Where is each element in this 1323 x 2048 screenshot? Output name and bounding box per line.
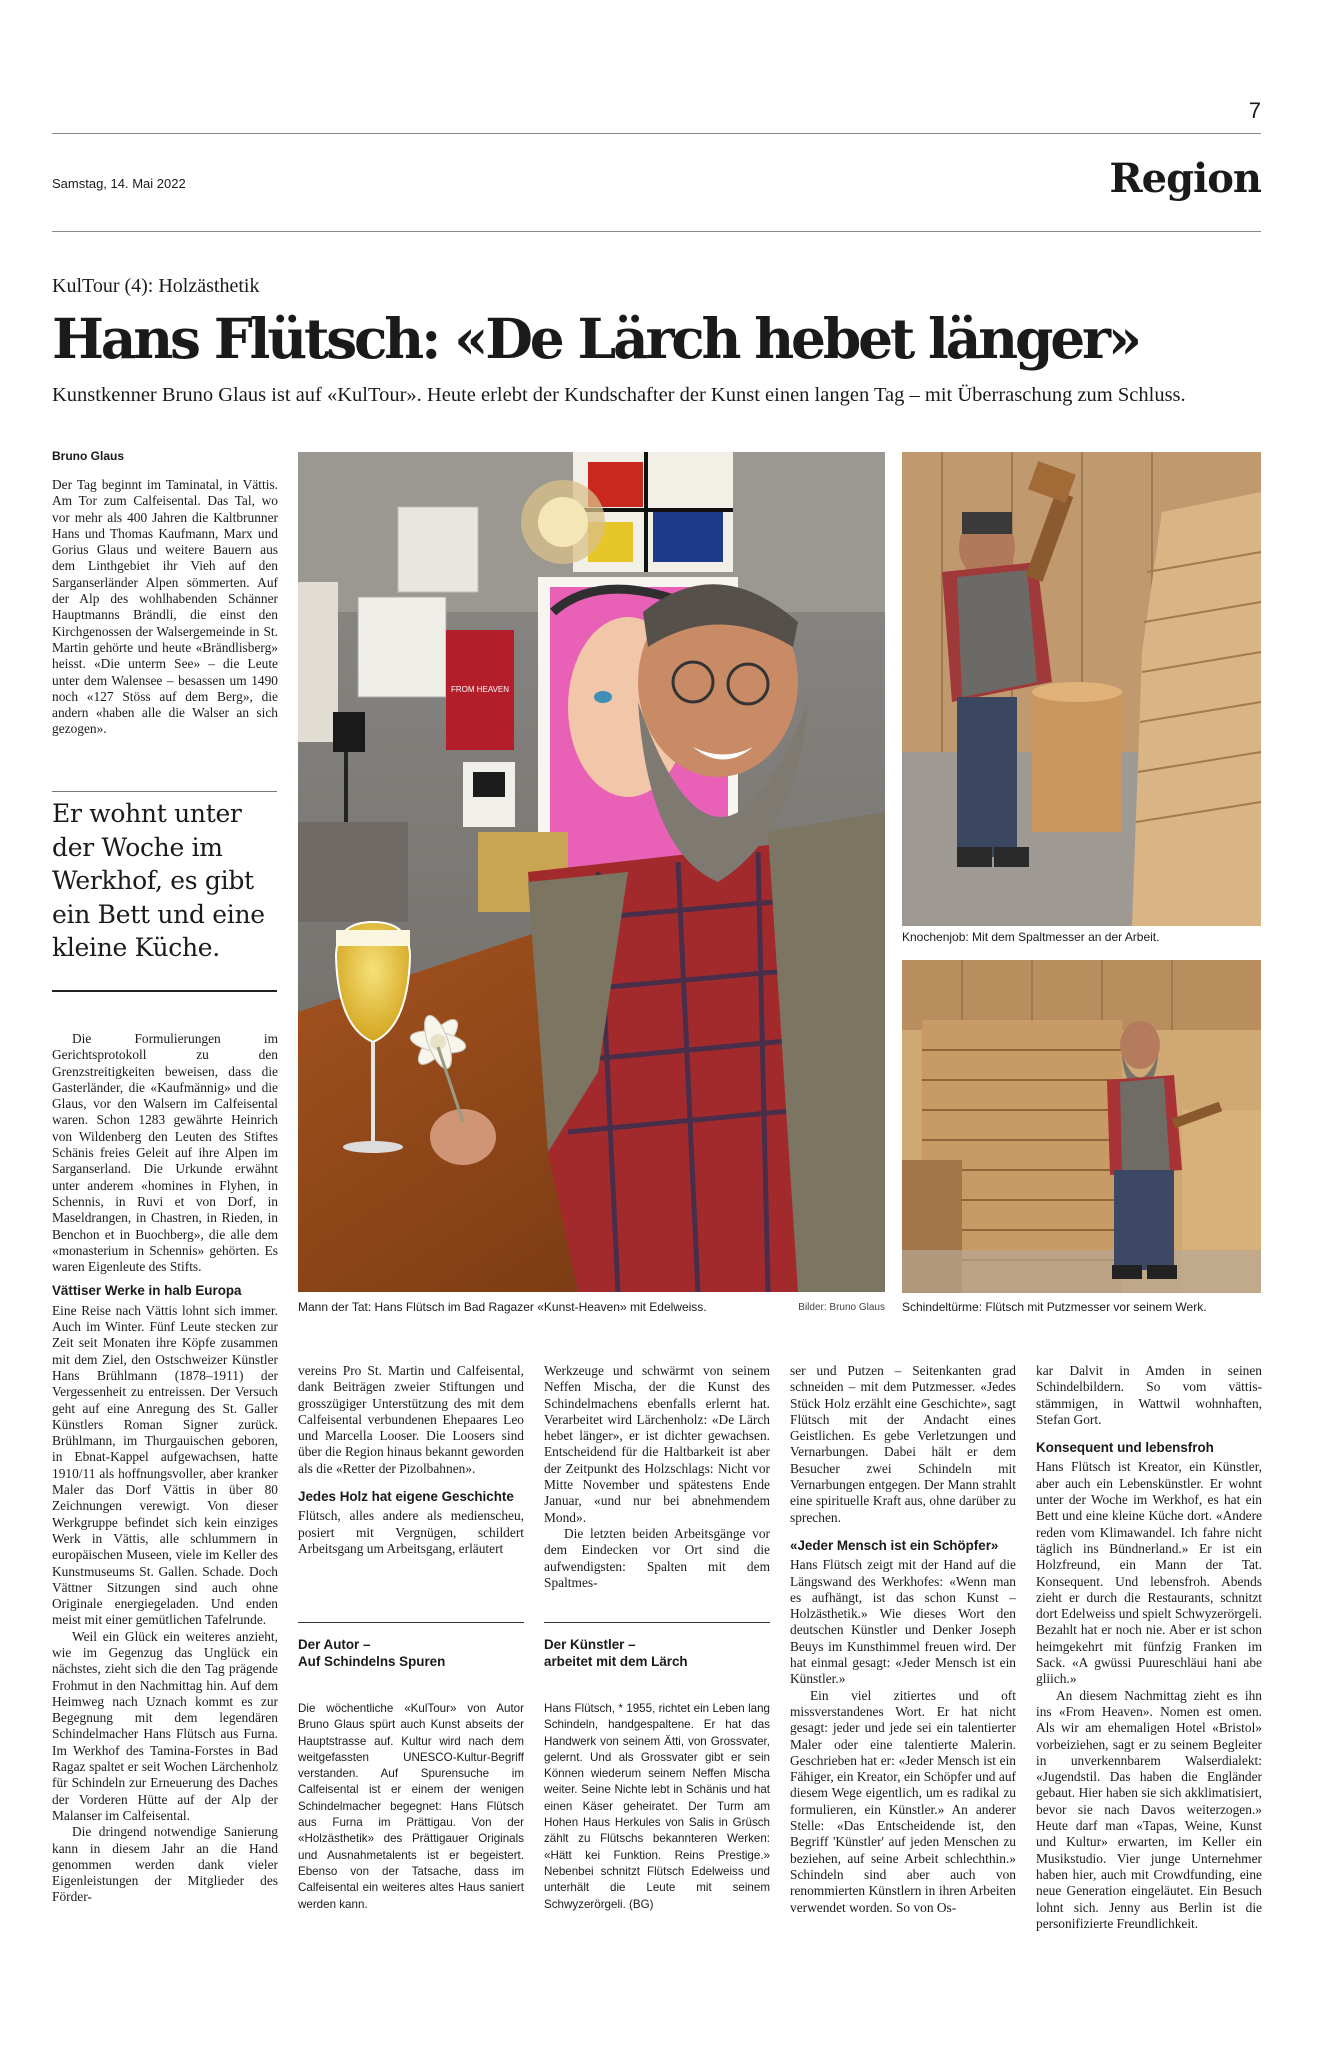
body-paragraph: Ein viel zitiertes und oft missverstandenes Wort. Er hat nicht gesagt: jeder und jede sei ein talentierter Maler oder eine talentierte Malerin. Geschrieben hat er: «Jeder Mensch ist ein Fähiger, ein Kreator, ein Schöpfer und auf diesem Wege eigentlich, um es radikal zu formulieren, ein Künstler.» An anderer Stelle: «Das Entscheidende ist, den Begriff 'Künstler' auf jeden Menschen zu beziehen, auf seine Arbeit schlechthin.» Schindeln sind aber auch von renommierten Künstlern in ihren Arbeiten verwendet worden. So von Os- (790, 1687, 1016, 1915)
poster-text: FROM HEAVEN (450, 685, 510, 694)
article-lead: Kunstkenner Bruno Glaus ist auf «KulTour». Heute erlebt der Kundschafter der Kunst einen langen Tag – mit Überraschung zum Schluss. (52, 384, 1186, 406)
body-column-4 (790, 1363, 1016, 1916)
body-paragraph: Die letzten beiden Arbeitsgänge vor dem Eindecken vor Ort sind die aufwendigsten: Spalten mit dem Spaltmes- (544, 1525, 770, 1590)
body-paragraph: Eine Reise nach Vättis lohnt sich immer. Auch im Winter. Fünf Leute stecken zur Zeit seit Monaten ihre Köpfe zusammen mit dem Ziel, den Ostschweizer Künstler Hans Brühlmann (1878–1911) der Vergessenheit zu entreissen. Der Versuch geht auf eine Anregung des St. Galler Künstlers Roman Signer zurück. Brühlmann, im Thurgauischen geboren, in Ebnat-Kappel aufgewachsen, hatte 1910/11 als hoffnungsvoller, aber kranker Maler das Dorf Vättis in über 80 Zeichnungen verewigt. Von dieser Werkgruppe befindet sich kein einziges Werk in Vättis, alle schlummern in europäischen Museen, viele im Keller des Kunstmuseums St. Gallen. Schade. Doch Vättner Sitzungen sind auch ohne Originale energiegeladen. Und enden meist mit einer gemütlichen Tafelrunde. (52, 1302, 278, 1628)
body-paragraph: ser und Putzen – Seitenkanten grad schneiden – mit dem Putzmesser. «Jedes Stück Holz erzählt eine Geschichte», sagt Flütsch mit der Andacht eines Geistlichen. Es gebe Verletzungen und Vernarbungen. Dabei hält er dem Besucher zwei Schindeln mit Vernarbungen entgegen. Der Mann strahlt eine spirituelle Kraft aus, ohne darüber zu sprechen. (790, 1363, 1016, 1525)
intro-column (52, 477, 278, 738)
body-paragraph: Die Formulierungen im Gerichtsprotokoll zu den Grenzstreitigkeiten beweisen, dass die Gasterländer, die «Kaufmännig» und die Glaus, vor den Walsern im Calfeisental waren. Schon 1283 gewährte Heinrich von Wildenberg den Leuten des Stiftes Schänis freies Geleit auf ihre Alpen im Sarganserland. Die Urkunde erwähnt unter anderem «homines in Flyhen, in Schennis, in Ruvi et von Dorf, in Maseldrangen, in Chastren, in Rieden, in Benchon et in Buochberg», die alle dem «monasterium in Schennis» gehörten. Es waren Eigenleute des Stifts. (52, 1031, 278, 1275)
author-box-text: Die wöchentliche «KulTour» von Autor Bruno Glaus spürt auch Kunst abseits der Hauptstrasse auf. Kultur wird nach dem weitgefassten UNESCO-Kultur-Begriff verstanden. Auf Spurensuche im Calfeisental ist er einem der wenigen Schindelmacher begegnet: Hans Flütsch aus Furna im Prättigau. Von der «Holzästhetik» des Prättigauer Originals und Ausnahmetalents ist er begeistert. Ebenso von der Tatsache, dass im Calfeisental ein weiteres altes Haus saniert werden kann. (298, 1702, 524, 1911)
body-paragraph: Die dringend notwendige Sanierung kann in diesem Jahr an die Hand genommen werden dank vieler Eigenleistungen der Mitglieder des Förder- (52, 1824, 278, 1905)
author-box-rule (298, 1622, 524, 1623)
header-rule-bottom (52, 231, 1261, 232)
photo-schindeltuerme (902, 960, 1261, 1293)
body-paragraph: kar Dalvit in Amden in seinen Schindelbildern. So vom vättis-stämmigen, in Wattwil wohnhaften, Stefan Gort. (1036, 1363, 1262, 1427)
body-paragraph: Weil ein Glück ein weiteres anzieht, wie im Gegenzug das Unglück ein nächstes, zieht sich die den Tag prägende Frohmut in den Nachmittag hin. Auf dem Heimweg nach Uznach kommt es zur Begegnung mit dem legendären Schindelmacher Hans Flütsch aus Furna. Im Werkhof des Tamina-Forstes in Bad Ragaz spaltet er seit Wochen Lärchenholz für Schindeln zur Erneuerung des Daches der Vorderen Hütte auf der Alp der Malanser im Calfeisental. (52, 1628, 278, 1823)
caption-main-photo: Mann der Tat: Hans Flütsch im Bad Ragazer «Kunst-Heaven» mit Edelweiss. (298, 1300, 707, 1314)
photo-spaltmesser-work (902, 452, 1261, 926)
author-box-title: Der Autor – Auf Schindelns Spuren (298, 1637, 446, 1669)
body-paragraph: An diesem Nachmittag zieht es ihn ins «From Heaven». Nomen est omen. Als wir am ehemaligen Hotel «Bristol» vorbeiziehen, sagt er zu seinem Begleiter in unverkennbarem Walserdialekt: «Jugendstil. Das haben die Engländer gebaut. Hier haben sie sich akklimatisiert, bevor sie nach Davos weiterzogen.» Heute darf man «Tapas, Weine, Kunst und Kultur» erwarten, im Keller ein Musikstudio. Vier junge Unternehmer haben hier, auch mit Crowdfunding, eine neue Generation eingeläutet. Ein Besuch lohnt sich. Jenny aus Berlin ist die personifizierte Freundlichkeit. (1036, 1687, 1262, 1931)
artist-box-rule (544, 1622, 770, 1623)
subheading: «Jeder Mensch ist ein Schöpfer» (790, 1537, 999, 1553)
subheading: Konsequent und lebensfroh (1036, 1440, 1214, 1456)
caption-bottom-right: Schindeltürme: Flütsch mit Putzmesser vor seinem Werk. (902, 1300, 1207, 1314)
intro-paragraph: Der Tag beginnt im Taminatal, in Vättis. Am Tor zum Calfeisental. Das Tal, wo vor mehr als 400 Jahren die Kaltbrunner Hans und Thomas Kaufmann, Marx und Gorius Glaus und weitere Bauern aus dem Linthgebiet ihr Vieh auf den Sarganserländer Alpen sömmerten. Auf der Alp des wohlhabenden Schänner Hauptmanns Brändli, die einst den Kirchgenossen der Walsergemeinde in St. Martin gehörte und heute «Brändlisberg» heisst. «Die unterm See» – die Leute unter dem Walensee – besassen um 1490 noch «127 Stöss auf dem Berg», die andern «haben alle die Walser an sich gezogen». (52, 477, 278, 737)
body-paragraph: Hans Flütsch zeigt mit der Hand auf die Längswand des Werkhofes: «Wenn man es aufhängt, ist das schon Kunst – Holzästhetik.» Wie dieses Wort den deutschen Künstler und Denker Joseph Beuys im Kunsthimmel freuen wird. Der hat einmal gesagt: «Jeder Mensch ist ein Künstler.» (790, 1557, 1016, 1687)
body-paragraph: Werkzeuge und schwärmt von seinem Neffen Mischa, der die Kunst des Schindelmachens ebenfalls erlernt hat. Verarbeitet wird Lärchenholz: «De Lärch hebet länger», er ist dichter gewachsen. Entscheidend für die Haltbarkeit ist aber der Zeitpunkt des Holzschlags: Nicht vor Mitte November und spätestens Ende Januar, «und nur bei abnehmendem Mond». (544, 1363, 770, 1525)
article-kicker: KulTour (4): Holzästhetik (52, 275, 260, 297)
page-number: 7 (1248, 98, 1261, 123)
header-rule-top (52, 133, 1261, 134)
body-paragraph: Hans Flütsch ist Kreator, ein Künstler, aber auch ein Lebenskünstler. Er wohnt unter der Woche im Werkhof, es hat ein Bett und eine kleine Küche dort. «Andere reden vom Klimawandel. Ich fahre nicht täglich ins Bündnerland.» Er ist ein Holzfreund, ein Mann der Tat. Konsequent. Und lebensfroh. Abends zieht er durch die Restaurants, schnitzt dort Edelweiss und spielt Schwyzerörgeli. Bezahlt hat er noch nie. Aber er ist schon heimgekehrt mit fünfzig Franken im Sack. «A gwüssi Puureschläui hani abe gliich.» (1036, 1459, 1262, 1687)
pullquote-rule-bottom (52, 990, 277, 992)
caption-top-right: Knochenjob: Mit dem Spaltmesser an der Arbeit. (902, 930, 1160, 944)
article-headline: Hans Flütsch: «De Lärch hebet länger» (52, 306, 1139, 371)
body-column-5 (1036, 1363, 1262, 1932)
pull-quote: Er wohnt unter der Woche im Werkhof, es gibt ein Bett und eine kleine Küche. (52, 799, 265, 962)
author-byline: Bruno Glaus (52, 449, 125, 463)
body-paragraph: vereins Pro St. Martin und Calfeisental, dank Beiträgen zweier Stiftungen und grosszügiger Unterstützung des mit dem Calfeisental verbundenen Ehepaares Leo und Marcella Looser. Die Loosers sind über die Region hinaus bekannt geworden als die «Retter der Pizolbahnen». (298, 1363, 524, 1476)
section-title: Region (1109, 155, 1261, 202)
main-photo-flutsch-cafe (298, 452, 885, 1292)
artist-box-text: Hans Flütsch, * 1955, richtet ein Leben lang Schindeln, handgespaltene. Er hat das Handwerk von seinem Ätti, von Grossvater, gelernt. Und als Grossvater gibt er sein Können wiederum seinem Neffen Mischa weiter. Seine Nichte lebt in Schänis und hat einen Käser geheiratet. Der Turm am Hohen Haus Herkules von Salis in Grüsch zählt zu Flütschs bekannteren Werken: «Hätt kei Funktion. Reins Prestige.» Nebenbei schnitzt Flütsch Edelweiss und unterhält die Leute mit seinem Schwyzerörgeli. (BG) (544, 1702, 770, 1911)
issue-date: Samstag, 14. Mai 2022 (52, 176, 186, 191)
artist-box-title: Der Künstler – arbeitet mit dem Lärch (544, 1637, 688, 1669)
body-column-2 (298, 1363, 524, 1557)
body-column-1 (52, 1031, 278, 1906)
photo-credit: Bilder: Bruno Glaus (798, 1302, 885, 1313)
subheading: Vättiser Werke in halb Europa (52, 1283, 242, 1299)
body-paragraph: Flütsch, alles andere als medienscheu, posiert mit Vergnügen, schildert Arbeitsgang um Arbeitsgang, erläutert (298, 1508, 524, 1556)
pullquote-rule-top (52, 791, 277, 792)
body-column-3 (544, 1363, 770, 1591)
subheading: Jedes Holz hat eigene Geschichte (298, 1489, 514, 1505)
